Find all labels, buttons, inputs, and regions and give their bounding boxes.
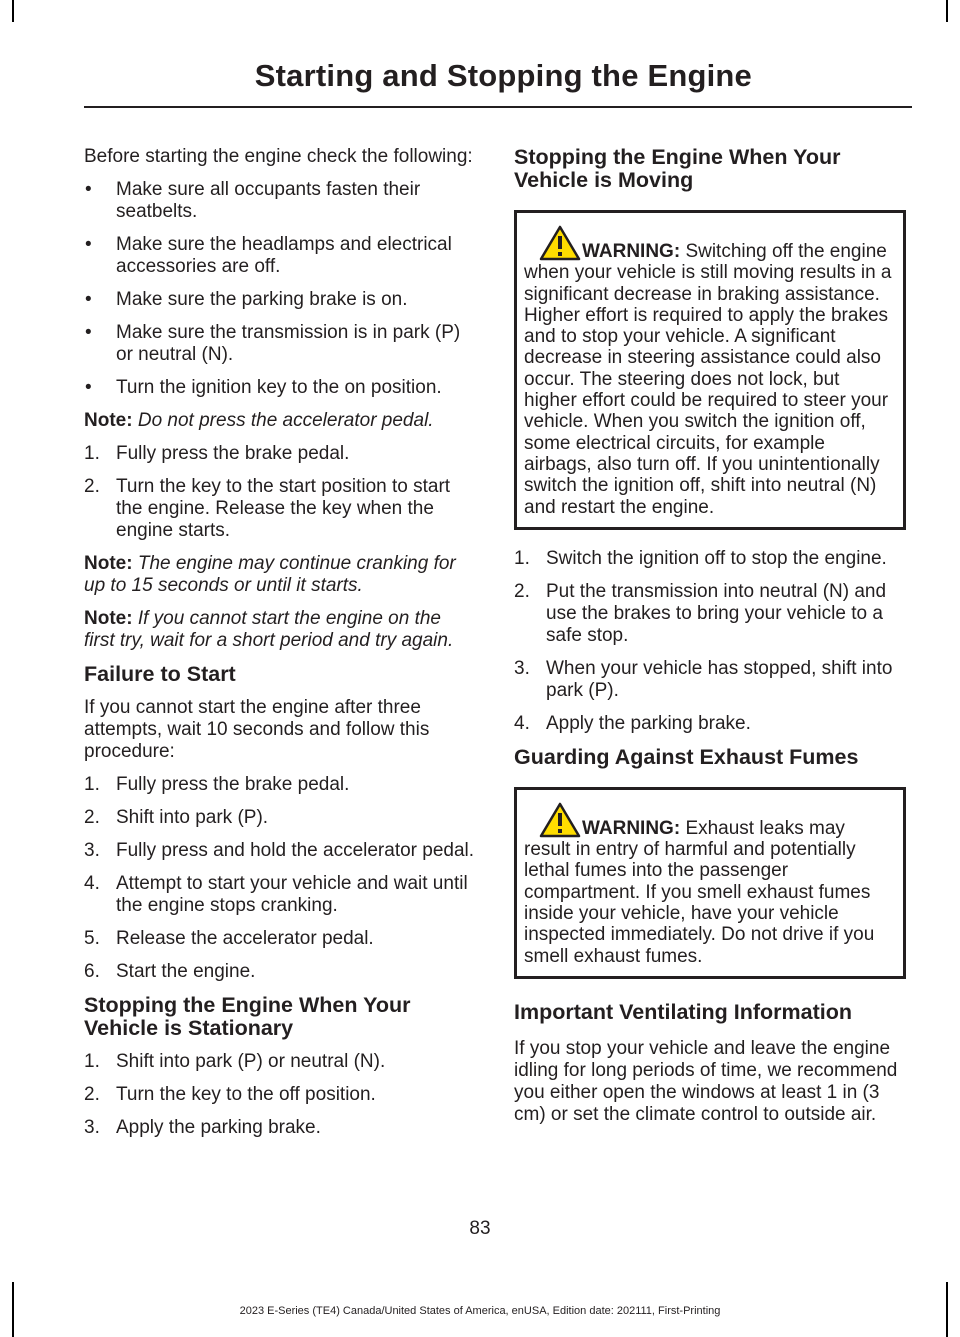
list-item: 1. Shift into park (P) or neutral (N). xyxy=(84,1051,386,1072)
list-item: 1. Switch the ignition off to stop the engine. xyxy=(514,547,887,569)
section-heading: Failure to Start xyxy=(84,662,236,686)
warning-text: Switching off the engine when your vehicle is still moving results in a significant decrease in braking assistance. Higher effort is required to apply the brakes and to stop your vehicle. A significant decrease in steering assistance could also occur. The steering does not lock, but higher effort could be required to steer your vehicle. When you switch the ignition off, some electrical circuits, for example airbags, also turn off. If you unintentionally switch the ignition off, shift into neutral (N) and restart the engine. xyxy=(524,241,892,518)
list-item: 3. Fully press and hold the accelerator pedal. xyxy=(84,840,475,861)
paragraph: If you stop your vehicle and leave the engine idling for long periods of time, we recommend you either open the windows at least 1 in (3 cm) or set the climate control to outside air. xyxy=(514,1037,898,1125)
crop-mark-top-left xyxy=(12,0,14,22)
list-item: • Make sure the transmission is in park (P) or neutral (N). xyxy=(85,322,461,365)
header-rule xyxy=(84,106,912,108)
crop-mark-top-right xyxy=(946,0,948,22)
bullet: • xyxy=(85,179,92,200)
warning-triangle-icon xyxy=(539,225,581,261)
list-item: • Make sure the headlamps and electrical accessories are off. xyxy=(85,234,452,277)
start-steps xyxy=(84,443,476,542)
list-item: 1. Fully press the brake pedal. xyxy=(84,774,350,795)
section-heading: Guarding Against Exhaust Fumes xyxy=(514,744,859,769)
bullet: • xyxy=(85,289,92,310)
list-item: 2. Turn the key to the start position to start the engine. Release the key when the engine starts. xyxy=(84,476,451,541)
list-item: 2. Put the transmission into neutral (N) and use the brakes to bring your vehicle to a safe stop. xyxy=(514,580,887,646)
warning-label: WARNING: xyxy=(582,241,681,262)
warning-text: Exhaust leaks may result in entry of harmful and potentially lethal fumes into the passenger compartment. If you smell exhaust fumes inside your vehicle, have your vehicle inspected immediately. Do not drive if you smell exhaust fumes. xyxy=(524,817,875,967)
list-item: 6. Start the engine. xyxy=(84,961,256,982)
section-heading: Important Ventilating Information xyxy=(514,999,853,1024)
section-heading: Stopping the Engine When Your Vehicle is Stationary xyxy=(84,993,411,1040)
warning-box xyxy=(514,210,906,530)
note: Note: If you cannot start the engine on the first try, wait for a short period and try again. xyxy=(84,608,454,651)
list-item: • Make sure all occupants fasten their seatbelts. xyxy=(85,179,421,222)
list-item: 4. Attempt to start your vehicle and wait until the engine stops cranking. xyxy=(84,873,468,916)
list-item: 1. Fully press the brake pedal. xyxy=(84,443,350,464)
warning-label: WARNING: xyxy=(582,817,681,839)
bullet: • xyxy=(85,234,92,255)
page-number: 83 xyxy=(469,1218,491,1239)
warning-box xyxy=(514,787,906,979)
page-title: Starting and Stopping the Engine xyxy=(254,58,752,93)
left-column xyxy=(84,146,476,1150)
failure-steps xyxy=(84,774,476,983)
footer-edition: 2023 E-Series (TE4) Canada/United States of America, enUSA, Edition date: 202111, First-Printing xyxy=(239,1305,721,1317)
list-item: 3. Apply the parking brake. xyxy=(84,1117,321,1138)
moving-steps xyxy=(514,548,906,735)
note: Note: Do not press the accelerator pedal. xyxy=(84,410,434,431)
intro-text: Before starting the engine check the following: xyxy=(84,146,473,167)
section-heading: Stopping the Engine When Your Vehicle is Moving xyxy=(514,145,841,192)
list-item: 4. Apply the parking brake. xyxy=(514,712,751,734)
list-item: 2. Shift into park (P). xyxy=(84,807,269,828)
stationary-steps xyxy=(84,1051,476,1139)
list-item: 2. Turn the key to the off position. xyxy=(84,1084,376,1105)
note: Note: The engine may continue cranking for up to 15 seconds or until it starts. xyxy=(84,553,456,596)
list-item: 3. When your vehicle has stopped, shift into park (P). xyxy=(514,657,893,701)
checklist xyxy=(84,179,476,399)
list-item: • Make sure the parking brake is on. xyxy=(85,289,408,310)
bullet: • xyxy=(85,322,92,343)
list-item: 5. Release the accelerator pedal. xyxy=(84,928,374,949)
paragraph: If you cannot start the engine after three attempts, wait 10 seconds and follow this procedure: xyxy=(84,697,430,762)
list-item: • Turn the ignition key to the on position. xyxy=(85,377,442,398)
right-column xyxy=(514,146,906,1137)
bullet: • xyxy=(85,377,92,398)
warning-triangle-icon xyxy=(539,802,581,838)
